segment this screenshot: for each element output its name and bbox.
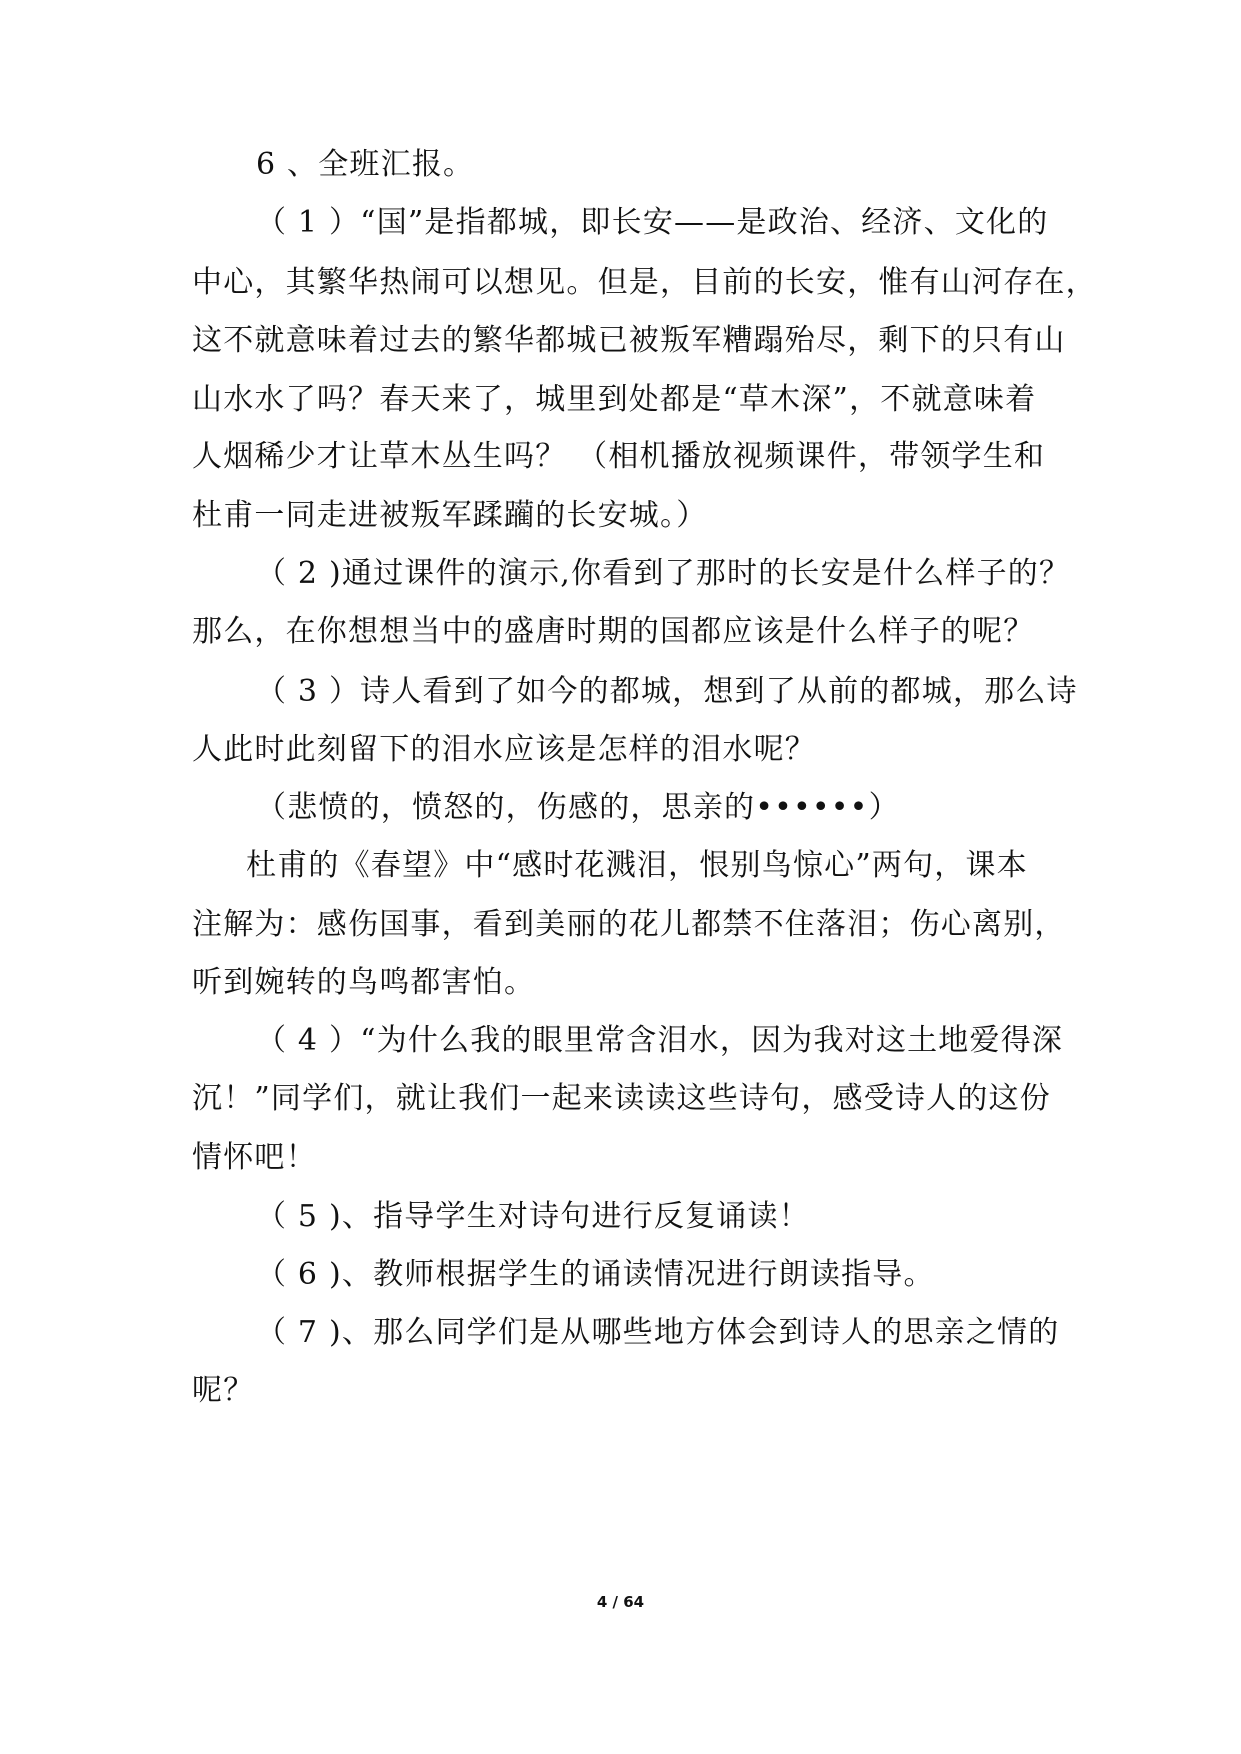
text-line: 中心，其繁华热闹可以想见。但是，目前的长安，惟有山河存在， [192,265,1097,300]
text-line: 听到婉转的鸟鸣都害怕。 [192,965,536,1000]
text-line: （ 3 ）诗人看到了如今的都城，想到了从前的都城，那么诗 [256,674,1078,709]
text-line: 注解为：感伤国事，看到美丽的花儿都禁不住落泪；伤心离别， [192,907,1066,942]
page-number: 4 / 64 [596,1593,645,1611]
text-line: 山水水了吗？春天来了，城里到处都是“草木深”，不就意味着 [192,382,1037,417]
text-line: （ 1 ）“国”是指都城，即长安——是政治、经济、文化的 [256,205,1049,240]
text-line: 这不就意味着过去的繁华都城已被叛军糟蹋殆尽，剩下的只有山 [192,323,1066,358]
text-line: 沉！”同学们，就让我们一起来读读这些诗句，感受诗人的这份 [192,1081,1051,1116]
text-line: （ 4 ）“为什么我的眼里常含泪水，因为我对这土地爱得深 [256,1023,1064,1058]
text-line: 情怀吧！ [192,1140,317,1175]
text-line: （ 2 )通过课件的演示,你看到了那时的长安是什么样子的？ [256,556,1071,591]
text-line: 那么，在你想想当中的盛唐时期的国都应该是什么样子的呢？ [192,614,1035,649]
text-line: 人此时此刻留下的泪水应该是怎样的泪水呢？ [192,732,816,767]
text-line: 人烟稀少才让草木丛生吗？ （相机播放视频课件，带领学生和 [192,439,1046,474]
text-line: （ 7 )、那么同学们是从哪些地方体会到诗人的思亲之情的 [256,1315,1060,1350]
text-line: 呢？ [192,1373,255,1408]
text-line: 6 、全班汇报。 [256,147,475,182]
text-line: 杜甫一同走进被叛军蹂躏的长安城。） [192,498,708,533]
text-line: （ 6 )、教师根据学生的诵读情况进行朗读指导。 [256,1257,935,1292]
text-line: （悲愤的，愤怒的，伤感的，思亲的••••••） [256,790,900,825]
text-line: 杜甫的《春望》中“感时花溅泪，恨别鸟惊心”两句，课本 [246,848,1028,883]
text-line: （ 5 )、指导学生对诗句进行反复诵读！ [256,1199,810,1234]
